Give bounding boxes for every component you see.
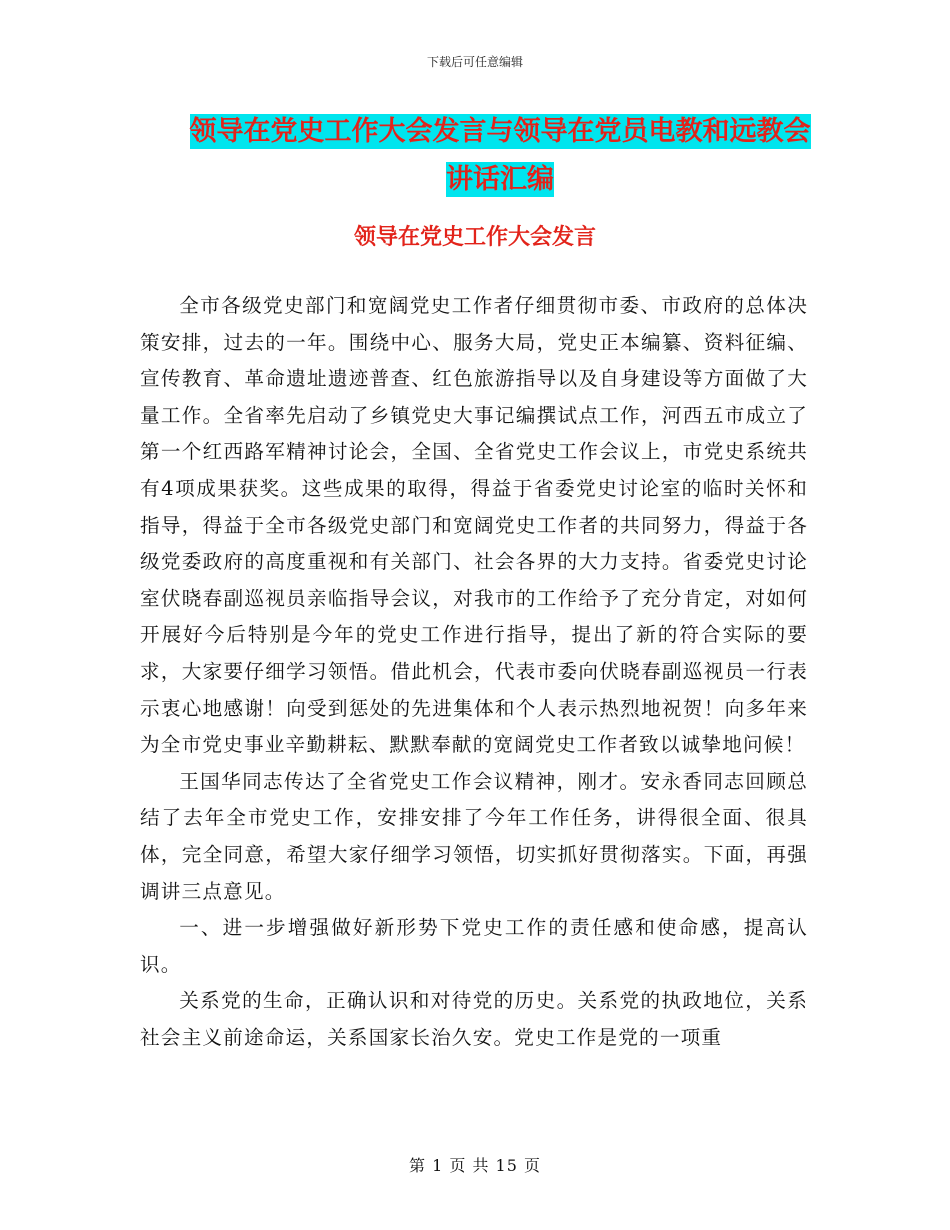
document-title-line-2: 讲话汇编	[446, 164, 554, 195]
page-footer: 第 1 页 共 15 页	[409, 1156, 541, 1175]
header-note: 下载后可任意编辑	[426, 55, 523, 69]
document-title-line-1: 领导在党史工作大会发言与领导在党员电教和远教会	[189, 116, 811, 147]
section-title: 领导在党史工作大会发言	[353, 225, 596, 250]
paragraph: 全市各级党史部门和宽阔党史工作者仔细贯彻市委、市政府的总体决策安排，过去的一年。围绕中心、服务大局，党史正本编纂、资料征编、宣传教育、革命遗址遗迹普查、红色旅游指导以及自身建设等方面做了大量工作。全省率先启动了乡镇党史大事记编撰试点工作，河西五市成立了第一个红西路军精神讨论会，全国、全省党史工作会议上，市党史系统共有4项成果获奖。这些成果的取得，得益于省委党史讨论室的临时关怀和指导，得益于全市各级党史部门和宽阔党史工作者的共同努力，得益于各级党委政府的高度重视和有关部门、社会各界的大力支持。省委党史讨论室伏晓春副巡视员亲临指导会议，对我市的工作给予了充分肯定，对如何开展好今后特别是今年的党史工作进行指导，提出了新的符合实际的要求，大家要仔细学习领悟。借此机会，代表市委向伏晓春副巡视员一行表示衷心地感谢！向受到惩处的先进集体和个人表示热烈地祝贺！向多年来为全市党史事业辛勤耕耘、默默奉献的宽阔党史工作者致以诚挚地问候！	[140, 294, 808, 757]
paragraph: 一、进一步增强做好新形势下党史工作的责任感和使命感，提高认识。	[140, 916, 808, 976]
paragraph: 关系党的生命，正确认识和对待党的历史。关系党的执政地位，关系社会主义前途命运，关系国家长治久安。党史工作是党的一项重	[140, 989, 808, 1049]
body-text	[140, 288, 808, 1056]
document-title	[140, 108, 860, 204]
paragraph: 王国华同志传达了全省党史工作会议精神，刚才。安永香同志回顾总结了去年全市党史工作，安排安排了今年工作任务，讲得很全面、很具体，完全同意，希望大家仔细学习领悟，切实抓好贯彻落实。下面，再强调讲三点意见。	[140, 769, 808, 903]
